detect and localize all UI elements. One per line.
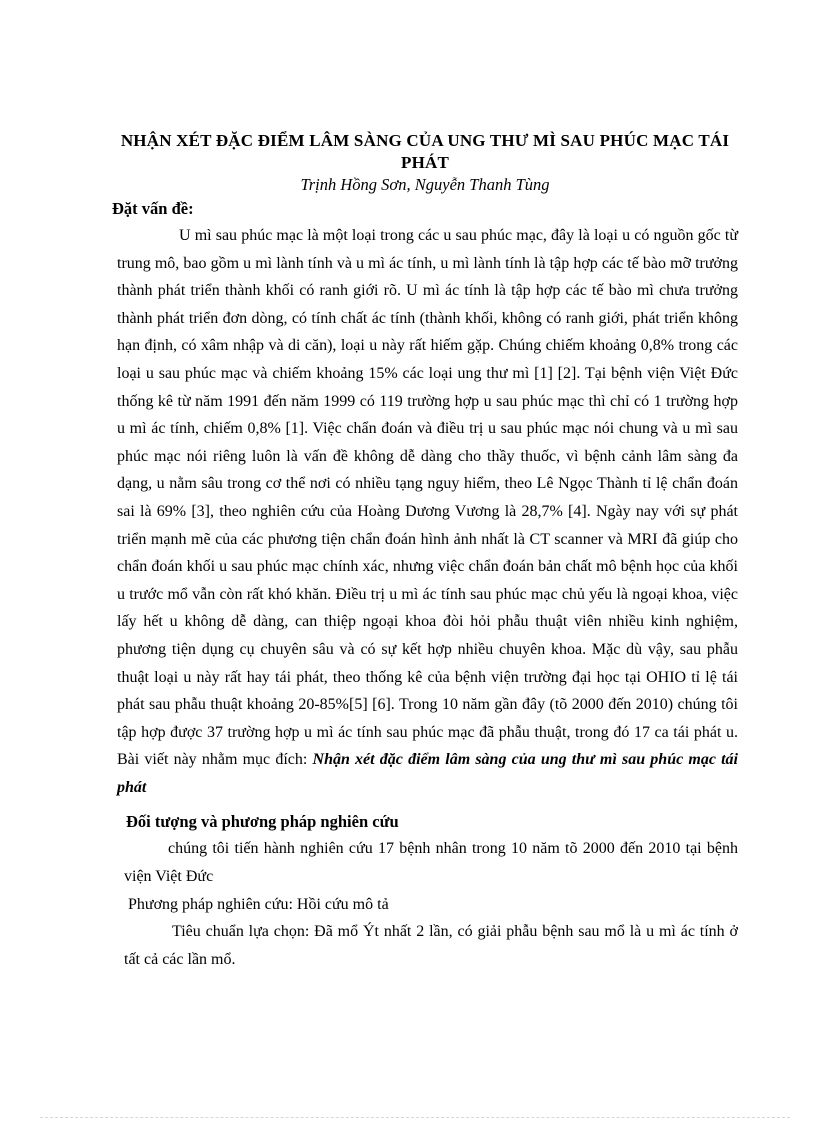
methods-paragraph-design: Phương pháp nghiên cứu: Hồi cứu mô tả xyxy=(128,895,389,913)
study-objective-emphasis: Nhận xét đặc điểm lâm sàng của ung thư mì sau phúc mạc tái phát xyxy=(117,751,738,796)
authors-line: Trịnh Hồng Sơn, Nguyễn Thanh Tùng xyxy=(300,175,550,194)
methods-paragraph-criteria: Tiêu chuẩn lựa chọn: Đã mổ Ýt nhất 2 lần, có giải phẫu bệnh sau mổ là u mì ác tính ở tất cả các lần mổ. xyxy=(124,923,738,968)
intro-paragraph xyxy=(117,222,738,801)
methods-paragraph-subjects: chúng tôi tiến hành nghiên cứu 17 bệnh nhân trong 10 năm tõ 2000 đến 2010 tại bệnh viện Việt Đức xyxy=(124,840,738,886)
document-title-line-1: NHẬN XÉT ĐẶC ĐIỂM LÂM SÀNG CỦA UNG THƯ MÌ SAU PHÚC MẠC TÁI xyxy=(120,131,730,150)
page-break-divider xyxy=(40,1117,790,1118)
document-title-line-2: PHÁT xyxy=(400,153,450,172)
intro-paragraph-text: U mì sau phúc mạc là một loại trong các u sau phúc mạc, đây là loại u có nguồn gốc từ trung mô, bao gồm u mì lành tính và u mì ác tính, u mì lành tính là tập hợp các tế bào mỡ trưởng thành phát triển thành khối có ranh giới rõ. U mì ác tính là tập hợp các tế bào mì chưa trưởng thành phát triển đơn dòng, có tính chất ác tính (thành khối, không có ranh giới, phát triển không hạn định, có xâm nhập và di căn), loại u này rất hiếm gặp. Chúng chiếm khoảng 0,8% trong các loại u sau phúc mạc và chiếm khoảng 15% các loại ung thư mì [1] [2]. Tại bệnh viện Việt Đức thống kê từ năm 1991 đến năm 1999 có 119 trường hợp u sau phúc mạc thì chỉ có 1 trường hợp u mì ác tính, chiếm 0,8% [1]. Việc chẩn đoán và điều trị u sau phúc mạc nói chung và u mì sau phúc mạc nói riêng luôn là vấn đề không dễ dàng cho thầy thuốc, vì bệnh cảnh lâm sàng đa dạng, u nằm sâu trong cơ thể nơi có nhiều tạng nguy hiểm, theo Lê Ngọc Thành tỉ lệ chẩn đoán sai là 69% [3], theo nghiên cứu của Hoàng Dương Vương là 28,7% [4]. Ngày nay với sự phát triển mạnh mẽ của các phương tiện chẩn đoán hình ảnh nhất là CT scanner và MRI đã giúp cho chẩn đoán khối u sau phúc mạc chính xác, nhưng việc chẩn đoán bản chất mô bệnh học của khối u trước mổ vẫn còn rất khó khăn. Điều trị u mì ác tính sau phúc mạc chủ yếu là ngoại khoa, việc lấy hết u không dễ dàng, can thiệp ngoại khoa đòi hỏi phẫu thuật viên nhiều kinh nghiệm, phương tiện dụng cụ chuyên sâu và có sự kết hợp nhiều chuyên khoa. Mặc dù vậy, sau phẫu thuật loại u này rất hay tái phát, theo thống kê của bệnh viện trường đại học tại OHIO tỉ lệ tái phát sau phẫu thuật khoảng 20-85%[5] [6]. Trong 10 năm gần đây (tõ 2000 đến 2010) chúng tôi tập hợp được 37 trường hợp u mì ác tính sau phúc mạc đã phẫu thuật, trong đó 17 ca tái phát u. Bài viết này nhằm mục đích: xyxy=(117,227,738,769)
section-heading-intro: Đặt vấn đề: xyxy=(112,199,194,218)
section-heading-methods: Đối tượng và phương pháp nghiên cứu xyxy=(126,812,399,832)
